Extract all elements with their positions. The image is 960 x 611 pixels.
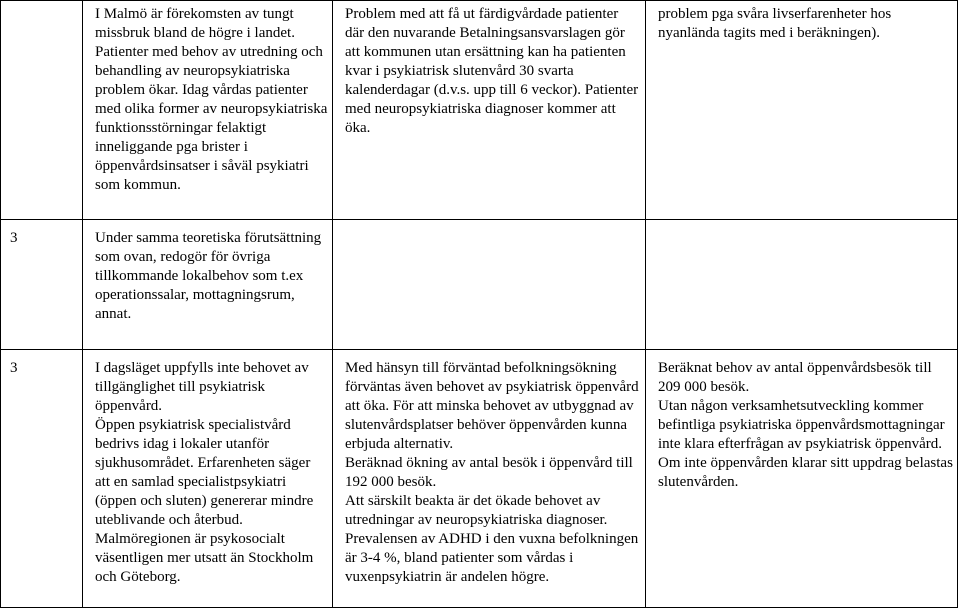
paragraph: Under samma teoretiska förutsättning som ovan, redogör för övriga tillkommande lokalbehov som t.ex operationssalar, mottagningsrum, annat. bbox=[95, 230, 322, 322]
paragraph: I Malmö är förekomsten av tungt missbruk bland de högre i landet. Patienter med behov av utredning och behandling av neuropsykiatriska problem ökar. Idag vårdas patienter med olika former av neuropsykiatriska funktionsstörningar felaktigt inneliggande pga brister i öppenvårdsinsatser i såväl psykiatri som kommun. bbox=[95, 6, 328, 193]
paragraph: Utan någon verksamhetsutveckling kommer befintliga psykiatriska öppenvårdsmottagningar inte klara efterfrågan av psykiatrisk öppenvård. Om inte öppenvården klarar sitt uppdrag belastas slutenvården. bbox=[658, 398, 953, 490]
paragraph: Malmöregionen är psykosocialt väsentligen mer utsatt än Stockholm och Göteborg. bbox=[95, 531, 314, 585]
paragraph: Öppen psykiatrisk specialistvård bedrivs idag i lokaler utanför sjukhusområdet. Erfarenheten säger att en samlad specialistpsykiatri (öppen och sluten) genererar mindre uteblivande och återbud. bbox=[95, 417, 314, 528]
paragraph: Beräknat behov av antal öppenvårdsbesök till 209 000 besök. bbox=[658, 360, 932, 395]
paragraph: Problem med att få ut färdigvårdade patienter där den nuvarande Betalningsansvarslagen gör att kommunen utan ersättning kan ha patienten kvar i psykiatrisk slutenvård 30 svarta kalenderdagar (d.v.s. upp till 6 veckor). Patienter med neuropsykiatriska diagnoser kommer att öka. bbox=[345, 6, 639, 136]
table-row bbox=[1, 1, 958, 220]
row-number-cell: 3 bbox=[1, 350, 83, 608]
row-number-cell bbox=[1, 1, 83, 220]
situation-cell bbox=[83, 350, 333, 608]
paragraph: Med hänsyn till förväntad befolkningsökning förväntas även behovet av psykiatrisk öppenvård att öka. För att minska behovet av utbyggnad av slutenvårdsplatser behöver öppenvården kunna erbjuda alternativ. bbox=[345, 360, 639, 452]
estimate-cell bbox=[646, 1, 958, 220]
table-row bbox=[1, 350, 958, 608]
consequence-cell bbox=[333, 1, 646, 220]
consequence-cell bbox=[333, 220, 646, 350]
estimate-cell bbox=[646, 350, 958, 608]
situation-cell bbox=[83, 1, 333, 220]
estimate-cell bbox=[646, 220, 958, 350]
question-cell bbox=[83, 220, 333, 350]
paragraph: Beräknad ökning av antal besök i öppenvård till 192 000 besök. bbox=[345, 455, 633, 490]
paragraph: problem pga svåra livserfarenheter hos nyanlända tagits med i beräkningen). bbox=[658, 6, 892, 41]
paragraph: I dagsläget uppfylls inte behovet av tillgänglighet till psykiatrisk öppenvård. bbox=[95, 360, 309, 414]
consequence-cell bbox=[333, 350, 646, 608]
row-number-cell: 3 bbox=[1, 220, 83, 350]
paragraph: Att särskilt beakta är det ökade behovet av utredningar av neuropsykiatriska diagnoser. bbox=[345, 493, 608, 528]
paragraph: Prevalensen av ADHD i den vuxna befolkningen är 3-4 %, bland patienter som vårdas i vuxenpsykiatrin är andelen högre. bbox=[345, 531, 639, 585]
table-row bbox=[1, 220, 958, 350]
